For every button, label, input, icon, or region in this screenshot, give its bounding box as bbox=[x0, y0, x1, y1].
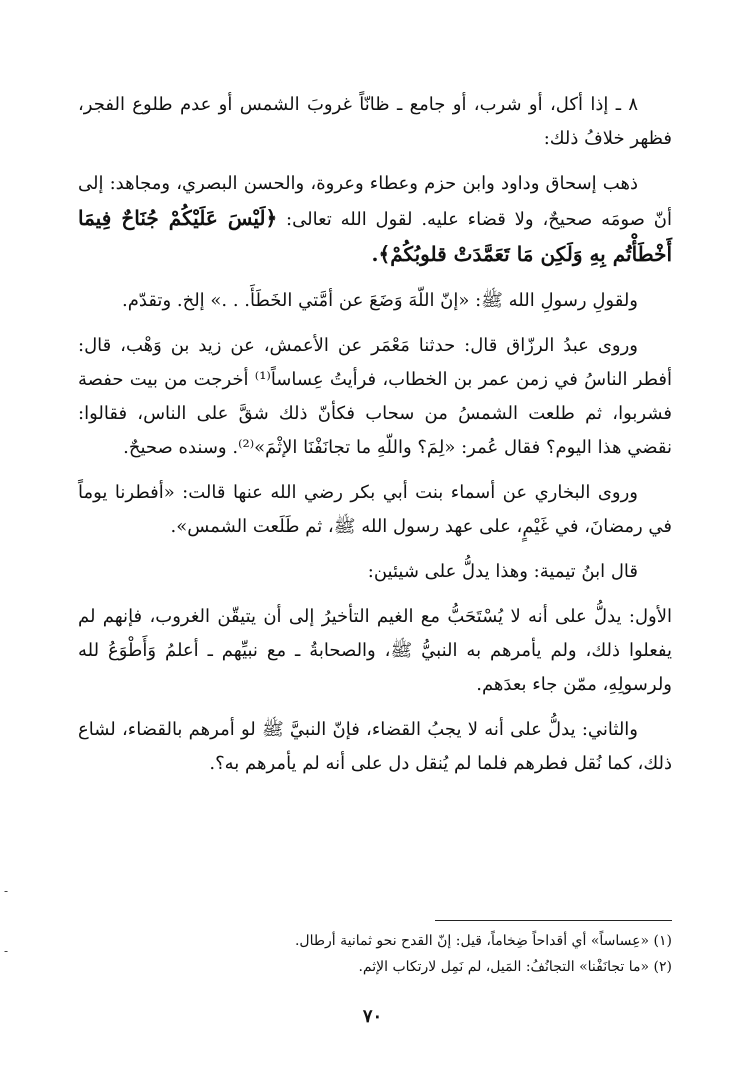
page-body bbox=[78, 88, 672, 781]
paragraph-1: ٨ ـ إذا أكل، أو شرب، أو جامع ـ ظانّاً غروبَ الشمس أو عدم طلوع الفجر، فظهر خلافُ ذلك: bbox=[78, 94, 672, 149]
paragraph-6: قال ابنُ تيمية: وهذا يدلُّ على شيئين: bbox=[367, 561, 638, 582]
quran-verse: ﴿لَيْسَ عَلَيْكُمْ جُنَاحٌ فِيمَا أَخْطَأْتُم بِهِ وَلَكِن مَا تَعَمَّدَتْ قلوبُكُمْ﴾. bbox=[78, 206, 672, 266]
paragraph-2 bbox=[78, 167, 672, 273]
page-number: ٧٠ bbox=[362, 1006, 383, 1027]
footnote-2: (٢) «ما تجانَفْنا» التجانُفُ: المَيل، لم نَمِل لارتكاب الإثم. bbox=[358, 959, 672, 975]
paragraph-7: الأول: يدلُّ على أنه لا يُسْتَحَبُّ مع الغيم التأخيرُ إلى أن يتيقّن الغروب، فإنهم لم يفعلوا ذلك، ولم يأمرهم به النبيُّ ﷺ، والصحابةُ ـ مع نبيِّهم ـ أعلمُ وَأَطْوَعُ لله ولرسولِهِ، ممّن جاء بعدَهم. bbox=[78, 606, 672, 695]
margin-mark: - bbox=[4, 944, 9, 958]
paragraph-4: وروى عبدُ الرزّاق قال: حدثنا مَعْمَر عن الأعمش، عن زيد بن وَهْب، قال: أفطر الناسُ في زمن عمر بن الخطاب، فرأيتُ عِساساً⁽¹⁾ أخرجت من بيت حفصة فشربوا، ثم طلعت الشمسُ من سحاب فكأنّ ذلك شقَّ على الناس، فقالوا: نقضي هذا اليوم؟ فقال عُمر: «لِمَ؟ واللّهِ ما تجانَفْنَا الإثْمَ»⁽²⁾. وسنده صحيحٌ. bbox=[78, 335, 673, 458]
footnotes bbox=[78, 928, 672, 980]
paragraph-3: ولقولِ رسولِ الله ﷺ: «إنّ اللّهَ وَضَعَ عن أمَّتي الخَطَأَ. . .» إلخ. وتقدّم. bbox=[122, 290, 638, 311]
margin-mark: - bbox=[4, 884, 9, 898]
paragraph-8: والثاني: يدلُّ على أنه لا يجبُ القضاء، فإنّ النبيَّ ﷺ لو أمرهم بالقضاء، لشاع ذلك، كما نُقل فطرهم فلما لم يُنقل دل على أنه لم يأمرهم به؟. bbox=[78, 719, 672, 774]
footnote-1: (١) «عِساساً» أي أقداحاً ضِخاماً، قيل: إنّ القدح نحو ثمانية أرطال. bbox=[294, 933, 672, 949]
paragraph-2-text: ذهب إسحاق وداود وابن حزم وعطاء وعروة، والحسن البصري، ومجاهد: إلى أنّ صومَه صحيحٌ، ولا قضاء عليه. لقول الله تعالى: bbox=[78, 173, 672, 230]
paragraph-5: وروى البخاري عن أسماء بنت أبي بكر رضي الله عنها قالت: «أفطرنا يوماً في رمضانَ، في غَيْمٍ، على عهد رسول الله ﷺ، ثم طَلَعت الشمس». bbox=[78, 482, 672, 537]
footnote-divider bbox=[435, 920, 672, 921]
